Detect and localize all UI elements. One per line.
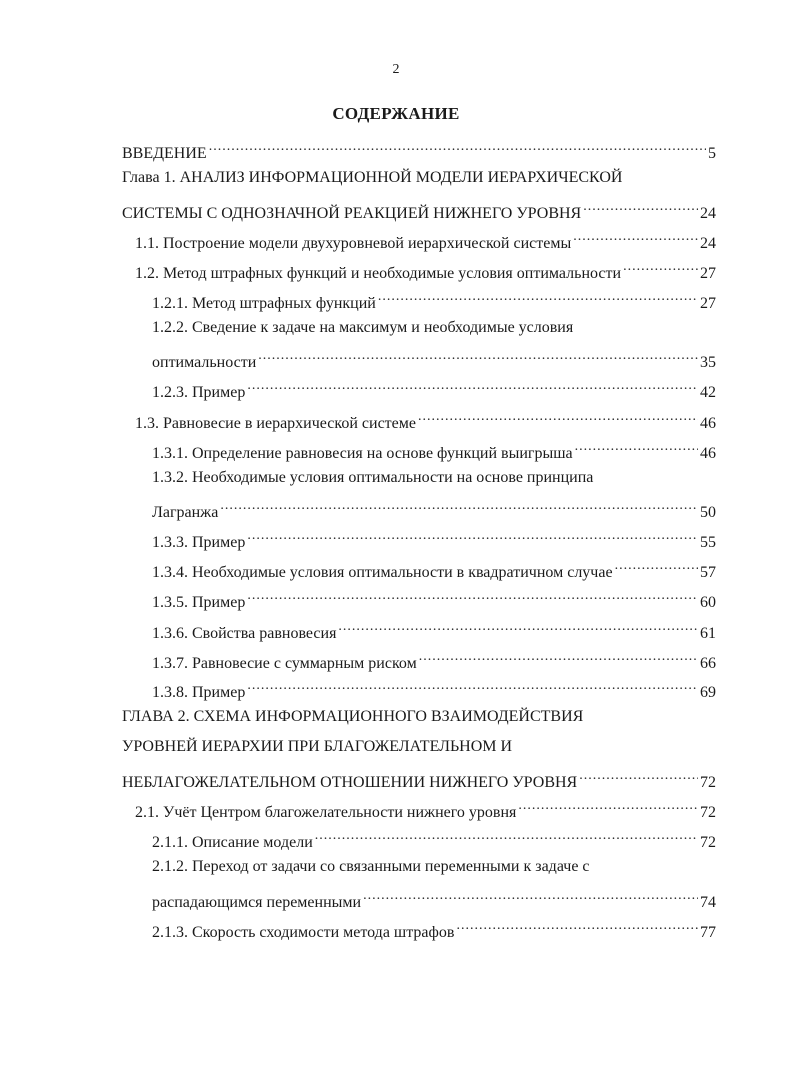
toc-entry[interactable] bbox=[152, 288, 716, 312]
toc-entry-page: 60 bbox=[700, 594, 716, 611]
toc-entry-text: оптимальности bbox=[152, 354, 257, 371]
toc-entry-page: 27 bbox=[700, 265, 716, 282]
toc-entry[interactable] bbox=[152, 677, 716, 701]
toc-entry[interactable] bbox=[152, 587, 716, 611]
toc-entry[interactable] bbox=[152, 887, 716, 911]
toc-entry[interactable] bbox=[152, 438, 716, 462]
toc-entry-text: распадающимся переменными bbox=[152, 894, 362, 911]
toc-entry-text: 1.3.4. Необходимые условия оптимальности в квадратичном случае bbox=[152, 564, 613, 581]
toc-entry-page: 61 bbox=[700, 625, 716, 642]
toc-entry-page: 66 bbox=[700, 655, 716, 672]
toc-entry-page: 24 bbox=[700, 205, 716, 222]
leader-dots bbox=[615, 557, 698, 577]
toc-entry-text: 1.2.2. Сведение к задаче на максимум и необходимые условия bbox=[152, 319, 574, 336]
toc-entry-text: 1.1. Построение модели двухуровневой иерархической системы bbox=[135, 235, 572, 252]
leader-dots bbox=[247, 677, 698, 697]
toc-entry[interactable] bbox=[152, 318, 573, 338]
toc-entry-text: Глава 1. АНАЛИЗ ИНФОРМАЦИОННОЙ МОДЕЛИ ИЕРАРХИЧЕСКОЙ bbox=[122, 169, 623, 186]
leader-dots bbox=[573, 228, 698, 248]
leader-dots bbox=[419, 648, 698, 668]
toc-entry[interactable] bbox=[135, 797, 716, 821]
toc-entry[interactable] bbox=[135, 228, 716, 252]
leader-dots bbox=[209, 138, 706, 158]
leader-dots bbox=[575, 438, 698, 458]
toc-entry-text: НЕБЛАГОЖЕЛАТЕЛЬНОМ ОТНОШЕНИИ НИЖНЕГО УРОВНЯ bbox=[122, 774, 578, 791]
leader-dots bbox=[247, 587, 698, 607]
leader-dots bbox=[247, 527, 698, 547]
toc-entry[interactable] bbox=[122, 168, 622, 188]
toc-title: СОДЕРЖАНИЕ bbox=[332, 104, 460, 123]
toc-entry[interactable] bbox=[122, 198, 716, 222]
toc-entry-page: 35 bbox=[700, 354, 716, 371]
leader-dots bbox=[220, 497, 698, 517]
toc-entry-text: 1.2. Метод штрафных функций и необходимые условия оптимальности bbox=[135, 265, 622, 282]
toc-entry-text: ГЛАВА 2. СХЕМА ИНФОРМАЦИОННОГО ВЗАИМОДЕЙСТВИЯ bbox=[122, 708, 584, 725]
toc-entry-page: 27 bbox=[700, 295, 716, 312]
toc-entry-page: 57 bbox=[700, 564, 716, 581]
toc-entry-text: 1.3.8. Пример bbox=[152, 684, 246, 701]
leader-dots bbox=[258, 347, 698, 367]
toc-entry-text: 1.3.2. Необходимые условия оптимальности на основе принципа bbox=[152, 469, 594, 486]
page-number: 2 bbox=[392, 62, 400, 77]
leader-dots bbox=[579, 767, 698, 787]
toc-entry[interactable] bbox=[122, 138, 716, 162]
toc-entry-text: 1.2.1. Метод штрафных функций bbox=[152, 295, 376, 312]
toc-entry-text: УРОВНЕЙ ИЕРАРХИИ ПРИ БЛАГОЖЕЛАТЕЛЬНОМ И bbox=[122, 738, 513, 755]
toc-entry[interactable] bbox=[152, 468, 593, 488]
toc-entry-page: 72 bbox=[700, 774, 716, 791]
toc-entry[interactable] bbox=[152, 557, 716, 581]
toc-entry-text: СИСТЕМЫ С ОДНОЗНАЧНОЙ РЕАКЦИЕЙ НИЖНЕГО УРОВНЯ bbox=[122, 205, 582, 222]
toc-entry-page: 72 bbox=[700, 804, 716, 821]
toc-entry-text: 1.3.3. Пример bbox=[152, 534, 246, 551]
leader-dots bbox=[247, 377, 698, 397]
toc-entry-text: 2.1.2. Переход от задачи со связанными переменными к задаче с bbox=[152, 858, 590, 875]
toc-entry-text: 1.3. Равновесие в иерархической системе bbox=[135, 415, 416, 432]
toc-entry-text: ВВЕДЕНИЕ bbox=[122, 145, 207, 162]
toc-entry[interactable] bbox=[152, 648, 716, 672]
toc-entry-text: 1.2.3. Пример bbox=[152, 384, 246, 401]
toc-entry[interactable] bbox=[135, 408, 716, 432]
toc-entry-page: 42 bbox=[700, 384, 716, 401]
toc-entry-page: 46 bbox=[700, 445, 716, 462]
toc-entry-text: 1.3.5. Пример bbox=[152, 594, 246, 611]
leader-dots bbox=[583, 198, 698, 218]
toc-entry-text: 2.1.3. Скорость сходимости метода штрафов bbox=[152, 924, 455, 941]
toc-entry-text: 2.1. Учёт Центром благожелательности нижнего уровня bbox=[135, 804, 517, 821]
toc-entry-text: 1.3.1. Определение равновесия на основе функций выигрыша bbox=[152, 445, 573, 462]
toc-entry[interactable] bbox=[122, 707, 583, 727]
leader-dots bbox=[456, 917, 698, 937]
toc-entry-page: 24 bbox=[700, 235, 716, 252]
toc-entry-text: 1.3.6. Свойства равновесия bbox=[152, 625, 337, 642]
toc-entry[interactable] bbox=[152, 827, 716, 851]
toc-entry[interactable] bbox=[152, 527, 716, 551]
leader-dots bbox=[363, 887, 698, 907]
toc-entry-page: 55 bbox=[700, 534, 716, 551]
toc-entry[interactable] bbox=[152, 917, 716, 941]
toc-entry[interactable] bbox=[152, 618, 716, 642]
toc-entry[interactable] bbox=[152, 857, 590, 877]
leader-dots bbox=[623, 258, 698, 278]
toc-entry[interactable] bbox=[122, 767, 716, 791]
toc-entry[interactable] bbox=[152, 377, 716, 401]
leader-dots bbox=[418, 408, 698, 428]
toc-entry[interactable] bbox=[135, 258, 716, 282]
toc-entry-text: 2.1.1. Описание модели bbox=[152, 834, 313, 851]
leader-dots bbox=[518, 797, 698, 817]
toc-entry-page: 46 bbox=[700, 415, 716, 432]
toc-entry-text: Лагранжа bbox=[152, 504, 219, 521]
toc-entry-page: 50 bbox=[700, 504, 716, 521]
toc-entry-page: 5 bbox=[708, 145, 716, 162]
leader-dots bbox=[338, 618, 698, 638]
toc-entry-page: 77 bbox=[700, 924, 716, 941]
toc-entry-page: 74 bbox=[700, 894, 716, 911]
leader-dots bbox=[378, 288, 698, 308]
toc-entry-page: 69 bbox=[700, 684, 716, 701]
toc-entry[interactable] bbox=[122, 737, 512, 757]
toc-entry-text: 1.3.7. Равновесие с суммарным риском bbox=[152, 655, 417, 672]
toc-entry[interactable] bbox=[152, 347, 716, 371]
toc-entry-page: 72 bbox=[700, 834, 716, 851]
toc-entry[interactable] bbox=[152, 497, 716, 521]
leader-dots bbox=[315, 827, 698, 847]
